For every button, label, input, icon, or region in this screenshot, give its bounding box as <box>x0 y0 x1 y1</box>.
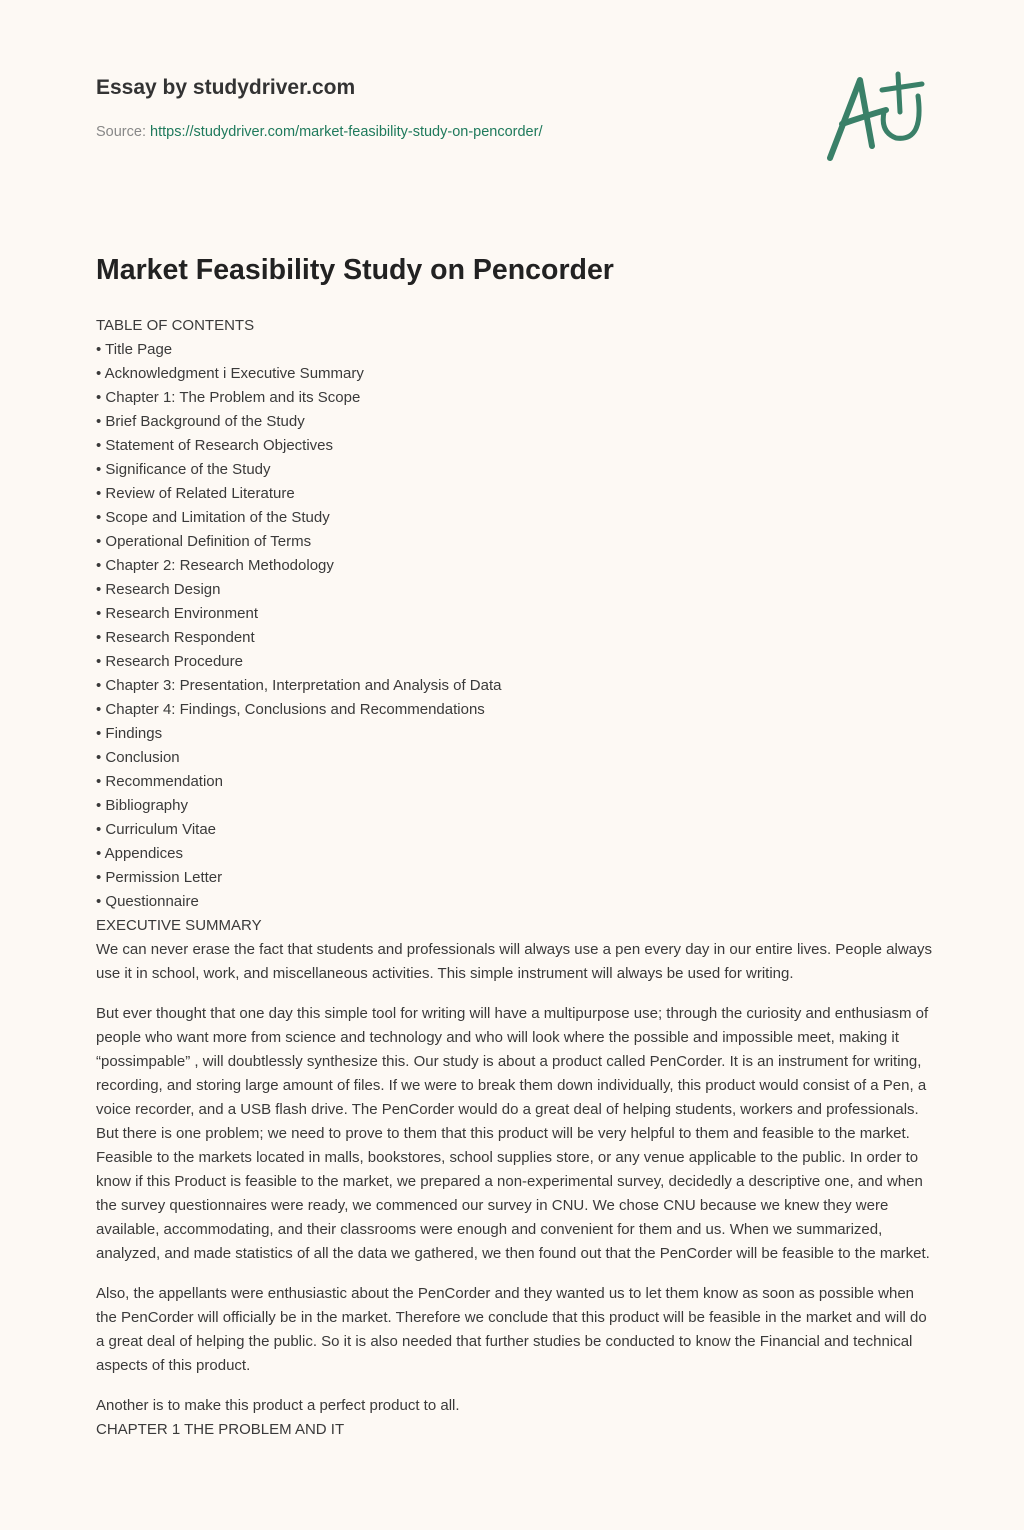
paragraph: But ever thought that one day this simple tool for writing will have a multipurpose use; through the curiosity and enthusiasm of people who want more from science and technology and who will look where the possible and impossible meet, making it “possimpable” , will doubtlessly synthesize this. Our study is about a product called PenCorder. It is an instrument for writing, recording, and storing large amount of files. If we were to break them down individually, this product would consist of a Pen, a voice recorder, and a USB flash drive. The PenCorder would do a great deal of helping students, workers and professionals. But there is one problem; we need to prove to them that this product will be very helpful to them and feasible to the market. Feasible to the markets located in malls, bookstores, school supplies store, or any venue applicable to the public. In order to know if this Product is feasible to the market, we prepared a non-experimental survey, decidedly a descriptive one, and when the survey questionnaires were ready, we commenced our survey in CNU. We chose CNU because we knew they were available, accommodating, and their classrooms were enough and convenient for them and us. When we summarized, analyzed, and made statistics of all the data we gathered, we then found out that the PenCorder will be feasible to the market. <box>96 1005 930 1262</box>
toc-item: • Conclusion <box>96 749 180 766</box>
toc-item: • Findings <box>96 725 163 742</box>
toc-item: • Chapter 1: The Problem and its Scope <box>96 389 361 406</box>
toc-item: • Chapter 3: Presentation, Interpretation and Analysis of Data <box>96 677 502 694</box>
executive-summary-heading: EXECUTIVE SUMMARY <box>96 917 262 934</box>
essay-body <box>96 314 932 1442</box>
source-label: Source: <box>96 124 146 140</box>
page-title: Market Feasibility Study on Pencorder <box>96 254 614 286</box>
paragraph: Also, the appellants were enthusiastic about the PenCorder and they wanted us to let them know as soon as possible when the PenCorder will officially be in the market. Therefore we conclude that this product will be feasible in the market and will do a great deal of helping the public. So it is also needed that further studies be conducted to know the Financial and technical aspects of this product. <box>96 1285 927 1374</box>
toc-heading: TABLE OF CONTENTS <box>96 317 255 334</box>
source-link[interactable]: https://studydriver.com/market-feasibility-study-on-pencorder/ <box>150 124 543 140</box>
toc-item: • Significance of the Study <box>96 461 271 478</box>
a-plus-logo-icon <box>820 66 930 166</box>
chapter-heading: CHAPTER 1 THE PROBLEM AND IT <box>96 1421 345 1438</box>
toc-item: • Scope and Limitation of the Study <box>96 509 330 526</box>
toc-item: • Acknowledgment i Executive Summary <box>96 365 364 382</box>
toc-item: • Statement of Research Objectives <box>96 437 334 454</box>
toc-item: • Title Page <box>96 341 173 358</box>
paragraph: Another is to make this product a perfect product to all. <box>96 1397 460 1414</box>
toc-item: • Recommendation <box>96 773 223 790</box>
toc-item: • Appendices <box>96 845 183 862</box>
toc-item: • Brief Background of the Study <box>96 413 305 430</box>
toc-item: • Curriculum Vitae <box>96 821 217 838</box>
toc-item: • Research Procedure <box>96 653 243 670</box>
toc-item: • Questionnaire <box>96 893 199 910</box>
source-line <box>96 124 542 140</box>
toc-item: • Operational Definition of Terms <box>96 533 312 550</box>
paragraph: We can never erase the fact that students and professionals will always use a pen every day in our entire lives. People always use it in school, work, and miscellaneous activities. This simple instrument will always be used for writing. <box>96 941 933 982</box>
toc-item: • Research Environment <box>96 605 258 622</box>
site-title: Essay by studydriver.com <box>96 76 356 99</box>
toc-item: • Permission Letter <box>96 869 223 886</box>
toc-item: • Chapter 2: Research Methodology <box>96 557 334 574</box>
toc-item: • Review of Related Literature <box>96 485 295 502</box>
toc-item: • Research Design <box>96 581 221 598</box>
table-of-contents <box>96 338 932 914</box>
toc-item: • Chapter 4: Findings, Conclusions and Recommendations <box>96 701 485 718</box>
toc-item: • Bibliography <box>96 797 188 814</box>
toc-item: • Research Respondent <box>96 629 255 646</box>
